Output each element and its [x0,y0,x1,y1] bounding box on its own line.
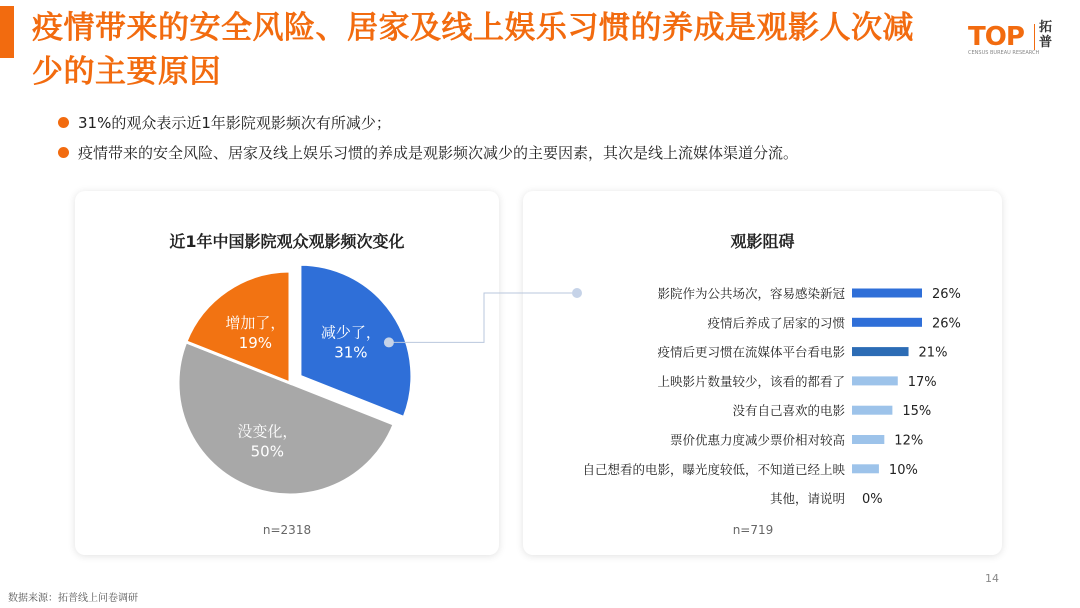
pie-slice-value: 31% [334,343,368,362]
data-source: 数据来源：拓普线上问卷调研 [8,593,138,604]
logo-cn: 拓普 [1039,20,1053,50]
bar [852,347,909,356]
pie-slice-value: 19% [238,334,273,353]
logo-tagline: CENSUS BUREAU RESEARCH [968,50,1040,56]
bullet-text: 31%的观众表示近1年影院观影频次有所减少； [78,114,391,132]
bar-sample-size: n=719 [732,523,774,537]
logo-wordmark: TOP [968,22,1024,52]
pie-chart-title: 近1年中国影院观众观影频次变化 [169,232,405,251]
bar [852,435,884,444]
bar-category-label: 影院作为公共场次，容易感染新冠 [657,286,845,301]
pie-slice-label: 减少了， [320,323,381,342]
bar-category-label: 票价优惠力度减少票价相对较高 [669,432,845,448]
bar-category-label: 其他，请说明 [769,491,845,507]
connector-dot [384,337,394,347]
bar-value-label: 10% [888,462,918,478]
bar-value-label: 21% [918,345,948,361]
bar [852,464,879,473]
bar-value-label: 26% [932,287,961,302]
pie-slice-value: 50% [250,442,284,461]
pie-sample-size: n=2318 [262,523,312,537]
bar-value-label: 12% [894,433,924,449]
page-title: 疫情带来的安全风险、居家及线上娱乐习惯的养成是观影人次减少的主要原因 [32,10,914,90]
bar-category-label: 疫情后养成了居家的习惯 [707,315,845,331]
pie-slice-label: 没变化， [237,422,298,441]
bar [852,406,892,415]
bar [852,289,922,298]
bar-category-label: 自己想看的电影，曝光度较低，不知道已经上映 [582,461,845,477]
bar-value-label: 15% [902,404,932,420]
bullet-text: 疫情带来的安全风险、居家及线上娱乐习惯的养成是观影频次减少的主要因素，其次是线上流媒体渠道分流。 [78,144,799,162]
pie-slice-label: 增加了， [225,314,286,333]
bar [852,376,898,385]
bar [852,318,922,327]
bar-category-label: 没有自己喜欢的电影 [732,403,845,419]
connector-dot [572,288,582,298]
bar-chart-title: 观影阻碍 [730,232,795,251]
bar-category-label: 疫情后更习惯在流媒体平台看电影 [657,344,845,360]
bar-value-label: 0% [862,492,883,508]
bar-category-label: 上映影片数量较少，该看的都看了 [657,373,845,389]
bar-value-label: 17% [907,374,937,390]
bar-value-label: 26% [932,316,961,332]
connector-line [389,293,577,342]
page-number: 14 [985,572,999,585]
